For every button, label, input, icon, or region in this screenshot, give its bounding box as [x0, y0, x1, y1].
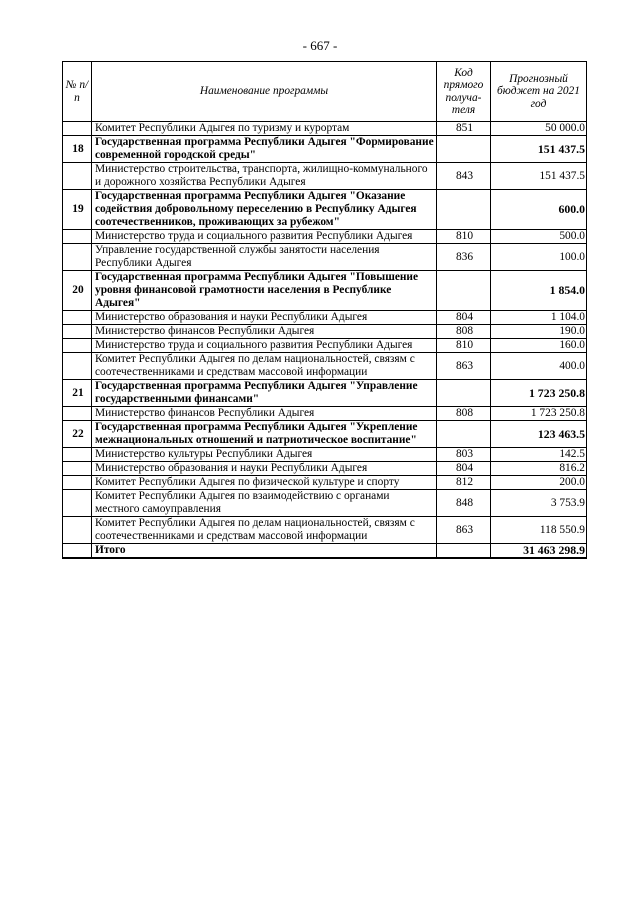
budget-amount: 151 437.5: [491, 163, 587, 190]
recipient-code: 804: [437, 462, 491, 476]
program-name: Итого: [92, 544, 437, 559]
table-row: [63, 163, 587, 190]
table-row: [63, 230, 587, 244]
recipient-code: [437, 380, 491, 407]
row-number: [63, 544, 92, 559]
recipient-code: [437, 421, 491, 448]
recipient-code: 863: [437, 517, 491, 544]
program-row: [63, 136, 587, 163]
program-name: Комитет Республики Адыгея по делам национальностей, связям с соотечественниками и средствам массовой информации: [92, 353, 437, 380]
recipient-code: 803: [437, 448, 491, 462]
table-header-row: [63, 62, 587, 122]
row-number: [63, 163, 92, 190]
program-name: Министерство труда и социального развития Республики Адыгея: [92, 339, 437, 353]
table-row: [63, 448, 587, 462]
row-number: [63, 490, 92, 517]
recipient-code: 808: [437, 407, 491, 421]
program-name: Управление государственной службы занятости населения Республики Адыгея: [92, 244, 437, 271]
header-num: № п/п: [63, 62, 92, 122]
row-number: [63, 353, 92, 380]
row-number: [63, 476, 92, 490]
budget-table: [62, 61, 587, 559]
budget-amount: 160.0: [491, 339, 587, 353]
program-name: Министерство труда и социального развития Республики Адыгея: [92, 230, 437, 244]
program-name: Государственная программа Республики Адыгея "Формирование современной городской среды": [92, 136, 437, 163]
program-name: Комитет Республики Адыгея по взаимодействию с органами местного самоуправления: [92, 490, 437, 517]
program-row: [63, 380, 587, 407]
row-number: 22: [63, 421, 92, 448]
row-number: [63, 122, 92, 136]
row-number: [63, 517, 92, 544]
table-row: [63, 517, 587, 544]
table-row: [63, 490, 587, 517]
program-name: Государственная программа Республики Адыгея "Оказание содействия добровольному переселению в Республику Адыгея соотечественников, проживающих за рубежом": [92, 190, 437, 230]
total-row: [63, 544, 587, 559]
budget-amount: 816.2: [491, 462, 587, 476]
table-row: [63, 462, 587, 476]
budget-amount: 123 463.5: [491, 421, 587, 448]
budget-amount: 100.0: [491, 244, 587, 271]
program-name: Министерство образования и науки Республики Адыгея: [92, 311, 437, 325]
recipient-code: 863: [437, 353, 491, 380]
row-number: 18: [63, 136, 92, 163]
recipient-code: [437, 190, 491, 230]
program-row: [63, 421, 587, 448]
table-row: [63, 407, 587, 421]
program-name: Министерство строительства, транспорта, жилищно-коммунального и дорожного хозяйства Республики Адыгея: [92, 163, 437, 190]
recipient-code: 810: [437, 339, 491, 353]
budget-amount: 1 723 250.8: [491, 407, 587, 421]
table-row: [63, 244, 587, 271]
program-name: Государственная программа Республики Адыгея "Повышение уровня финансовой грамотности населения в Республике Адыгея": [92, 271, 437, 311]
program-name: Комитет Республики Адыгея по делам национальностей, связям с соотечественниками и средствам массовой информации: [92, 517, 437, 544]
program-name: Министерство финансов Республики Адыгея: [92, 407, 437, 421]
row-number: 19: [63, 190, 92, 230]
table-row: [63, 476, 587, 490]
row-number: [63, 462, 92, 476]
program-row: [63, 271, 587, 311]
table-row: [63, 353, 587, 380]
row-number: [63, 244, 92, 271]
header-name: Наименование программы: [92, 62, 437, 122]
recipient-code: 808: [437, 325, 491, 339]
recipient-code: 836: [437, 244, 491, 271]
program-name: Государственная программа Республики Адыгея "Управление государственными финансами": [92, 380, 437, 407]
program-name: Государственная программа Республики Адыгея "Укрепление межнациональных отношений и патриотическое воспитание": [92, 421, 437, 448]
recipient-code: [437, 271, 491, 311]
program-name: Комитет Республики Адыгея по физической культуре и спорту: [92, 476, 437, 490]
budget-amount: 151 437.5: [491, 136, 587, 163]
budget-amount: 200.0: [491, 476, 587, 490]
program-name: Министерство образования и науки Республики Адыгея: [92, 462, 437, 476]
row-number: 20: [63, 271, 92, 311]
table-row: [63, 339, 587, 353]
header-budget: Прогнозный бюджет на 2021 год: [491, 62, 587, 122]
program-name: Министерство культуры Республики Адыгея: [92, 448, 437, 462]
budget-amount: 31 463 298.9: [491, 544, 587, 559]
row-number: 21: [63, 380, 92, 407]
table-row: [63, 325, 587, 339]
recipient-code: 804: [437, 311, 491, 325]
table-row: [63, 122, 587, 136]
budget-amount: 118 550.9: [491, 517, 587, 544]
recipient-code: 851: [437, 122, 491, 136]
table-row: [63, 311, 587, 325]
budget-amount: 50 000.0: [491, 122, 587, 136]
row-number: [63, 407, 92, 421]
header-code: Код прямого получа-теля: [437, 62, 491, 122]
recipient-code: 843: [437, 163, 491, 190]
page-number: - 667 -: [302, 38, 338, 53]
row-number: [63, 311, 92, 325]
program-row: [63, 190, 587, 230]
budget-amount: 190.0: [491, 325, 587, 339]
row-number: [63, 339, 92, 353]
recipient-code: [437, 544, 491, 559]
budget-amount: 3 753.9: [491, 490, 587, 517]
recipient-code: [437, 136, 491, 163]
budget-amount: 1 104.0: [491, 311, 587, 325]
budget-amount: 400.0: [491, 353, 587, 380]
budget-amount: 1 723 250.8: [491, 380, 587, 407]
recipient-code: 810: [437, 230, 491, 244]
program-name: Министерство финансов Республики Адыгея: [92, 325, 437, 339]
budget-amount: 600.0: [491, 190, 587, 230]
budget-amount: 500.0: [491, 230, 587, 244]
row-number: [63, 230, 92, 244]
program-name: Комитет Республики Адыгея по туризму и курортам: [92, 122, 437, 136]
recipient-code: 812: [437, 476, 491, 490]
recipient-code: 848: [437, 490, 491, 517]
table-body: [63, 122, 587, 559]
budget-amount: 142.5: [491, 448, 587, 462]
budget-amount: 1 854.0: [491, 271, 587, 311]
row-number: [63, 448, 92, 462]
row-number: [63, 325, 92, 339]
